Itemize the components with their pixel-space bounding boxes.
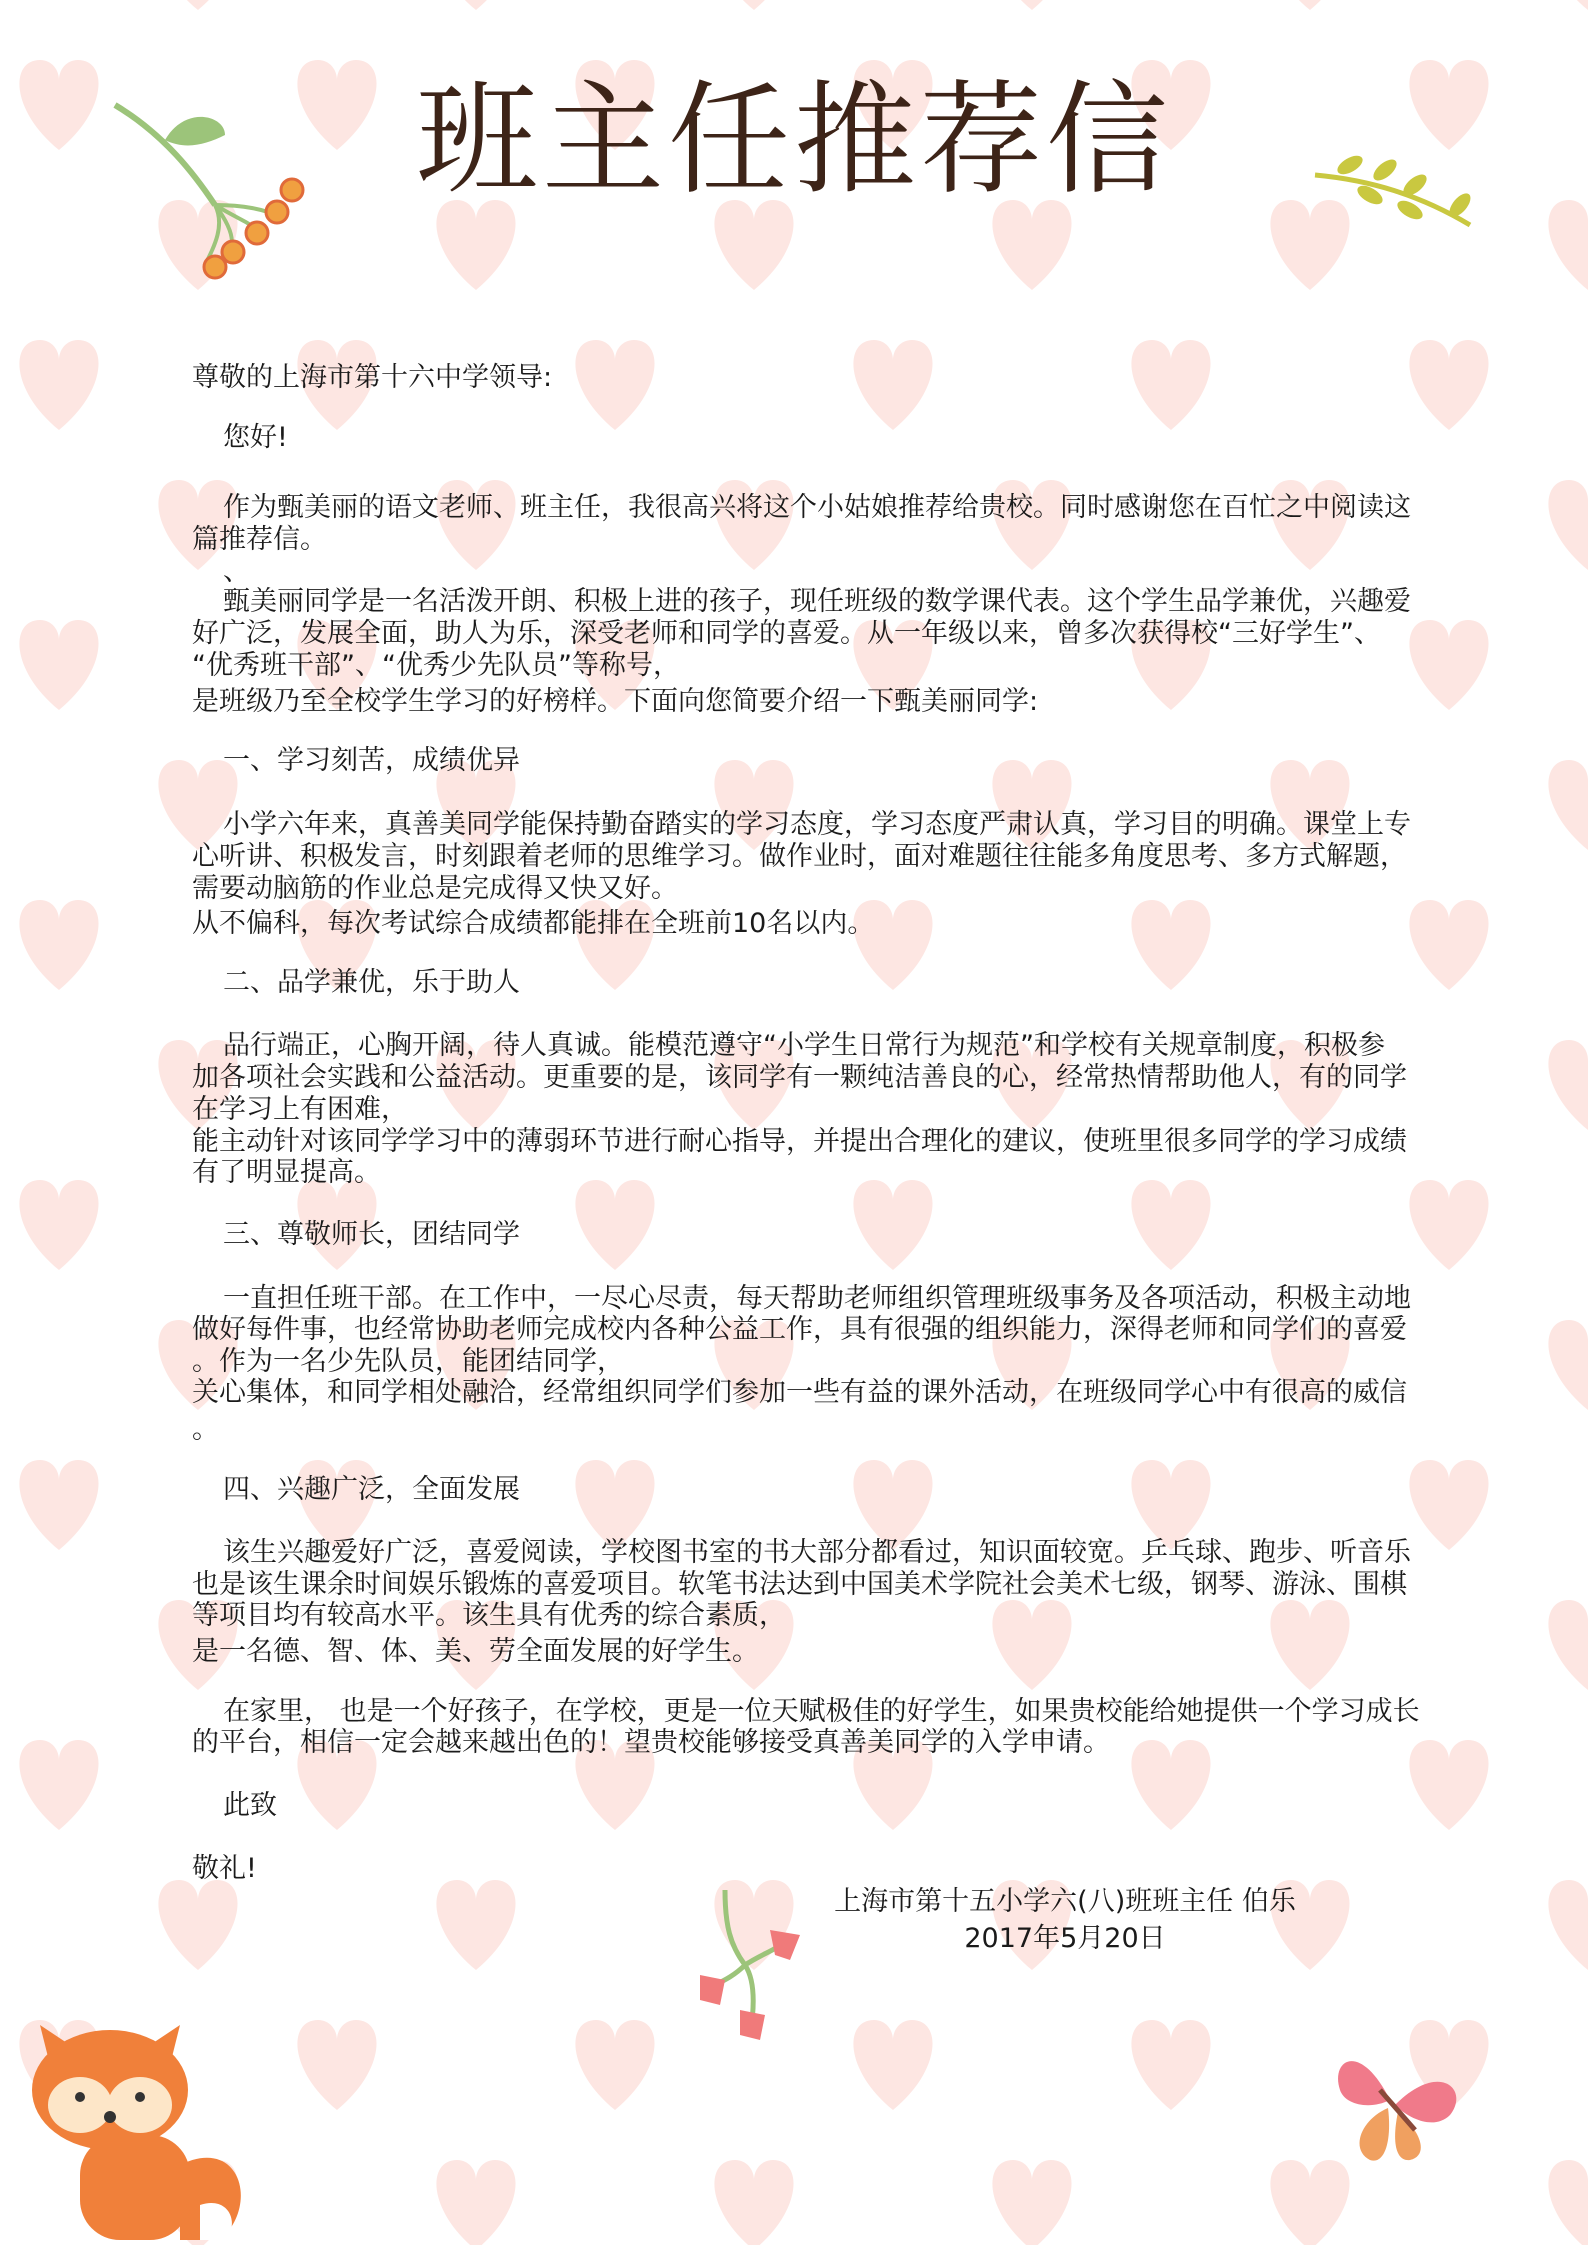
character-line: 加各项社会实践和公益活动。更重要的是，该同学有一颗纯洁善良的心，经常热情帮助他人，有的同学	[192, 1062, 1407, 1093]
fox-icon	[30, 2005, 260, 2245]
interests-line: 也是该生课余时间娱乐锻炼的喜爱项目。软笔书法达到中国美术学院社会美术七级，钢琴、游泳、围棋	[192, 1569, 1407, 1600]
regards: 敬礼!	[192, 1853, 257, 1884]
overview-line: 甄美丽同学是一名活泼开朗、积极上进的孩子，现任班级的数学课代表。这个学生品学兼优，兴趣爱	[223, 586, 1411, 617]
section-heading-1: 一、学习刻苦，成绩优异	[223, 745, 520, 776]
salutation: 此致	[223, 1790, 277, 1821]
unity-line: 。	[192, 1414, 219, 1445]
closing-line: 在家里， 也是一个好孩子，在学校，更是一位天赋极佳的好学生，如果贵校能给她提供一个学习成长	[223, 1696, 1420, 1727]
unity-line: 关心集体，和同学相处融洽，经常组织同学们参加一些有益的课外活动，在班级同学心中有很高的威信	[192, 1377, 1407, 1408]
closing-line: 的平台，相信一定会越来越出色的！望贵校能够接受真善美同学的入学申请。	[192, 1727, 1110, 1758]
character-line: 有了明显提高。	[192, 1157, 381, 1188]
section-heading-2: 二、品学兼优，乐于助人	[223, 967, 520, 998]
study-line: 从不偏科，每次考试综合成绩都能排在全班前10名以内。	[192, 908, 875, 939]
overview-line: 好广泛，发展全面，助人为乐，深受老师和同学的喜爱。从一年级以来，曾多次获得校“三好学生”、	[192, 618, 1381, 649]
interests-line: 是一名德、智、体、美、劳全面发展的好学生。	[192, 1636, 759, 1667]
berry-branch-icon	[105, 95, 315, 290]
character-line: 能主动针对该同学学习中的薄弱环节进行耐心指导，并提出合理化的建议，使班里很多同学的学习成绩	[192, 1126, 1407, 1157]
overview-line: “优秀班干部”、“优秀少先队员”等称号，	[192, 650, 680, 681]
overview-line: 是班级乃至全校学生学习的好榜样。下面向您简要介绍一下甄美丽同学:	[192, 686, 1039, 717]
interests-line: 等项目均有较高水平。该生具有优秀的综合素质，	[192, 1600, 786, 1631]
character-line: 品行端正，心胸开阔，待人真诚。能模范遵守“小学生日常行为规范”和学校有关规章制度，积极参	[223, 1030, 1385, 1061]
intro-line: 作为甄美丽的语文老师、班主任，我很高兴将这个小姑娘推荐给贵校。同时感谢您在百忙之中阅读这	[223, 492, 1411, 523]
unity-line: 做好每件事，也经常协助老师完成校内各种公益工作，具有很强的组织能力，深得老师和同学们的喜爱	[192, 1314, 1407, 1345]
greeting: 尊敬的上海市第十六中学领导:	[192, 362, 553, 393]
date: 2017年5月20日	[964, 1923, 1166, 1954]
stray-mark: 、	[223, 556, 250, 587]
section-heading-3: 三、尊敬师长，团结同学	[223, 1219, 520, 1250]
section-heading-4: 四、兴趣广泛，全面发展	[223, 1474, 520, 1505]
character-line: 在学习上有困难，	[192, 1094, 408, 1125]
study-line: 心听讲、积极发言，时刻跟着老师的思维学习。做作业时，面对难题往往能多角度思考、多方式解题，	[192, 841, 1407, 872]
study-line: 需要动脑筋的作业总是完成得又快又好。	[192, 873, 678, 904]
pink-flower-icon	[680, 1885, 810, 2045]
unity-line: 。作为一名少先队员，能团结同学，	[192, 1346, 624, 1377]
hello-line: 您好!	[223, 422, 288, 453]
interests-line: 该生兴趣爱好广泛，喜爱阅读，学校图书室的书大部分都看过，知识面较宽。乒乓球、跑步、听音乐	[223, 1537, 1411, 1568]
unity-line: 一直担任班干部。在工作中，一尽心尽责，每天帮助老师组织管理班级事务及各项活动，积极主动地	[223, 1283, 1411, 1314]
butterfly-icon	[1320, 2030, 1470, 2180]
intro-line: 篇推荐信。	[192, 524, 327, 555]
study-line: 小学六年来，真善美同学能保持勤奋踏实的学习态度，学习态度严肃认真，学习目的明确。课堂上专	[223, 809, 1411, 840]
leaf-sprig-icon	[1310, 150, 1480, 240]
page-title: 班主任推荐信	[416, 69, 1172, 211]
signature: 上海市第十五小学六(八)班班主任 伯乐	[834, 1886, 1296, 1917]
